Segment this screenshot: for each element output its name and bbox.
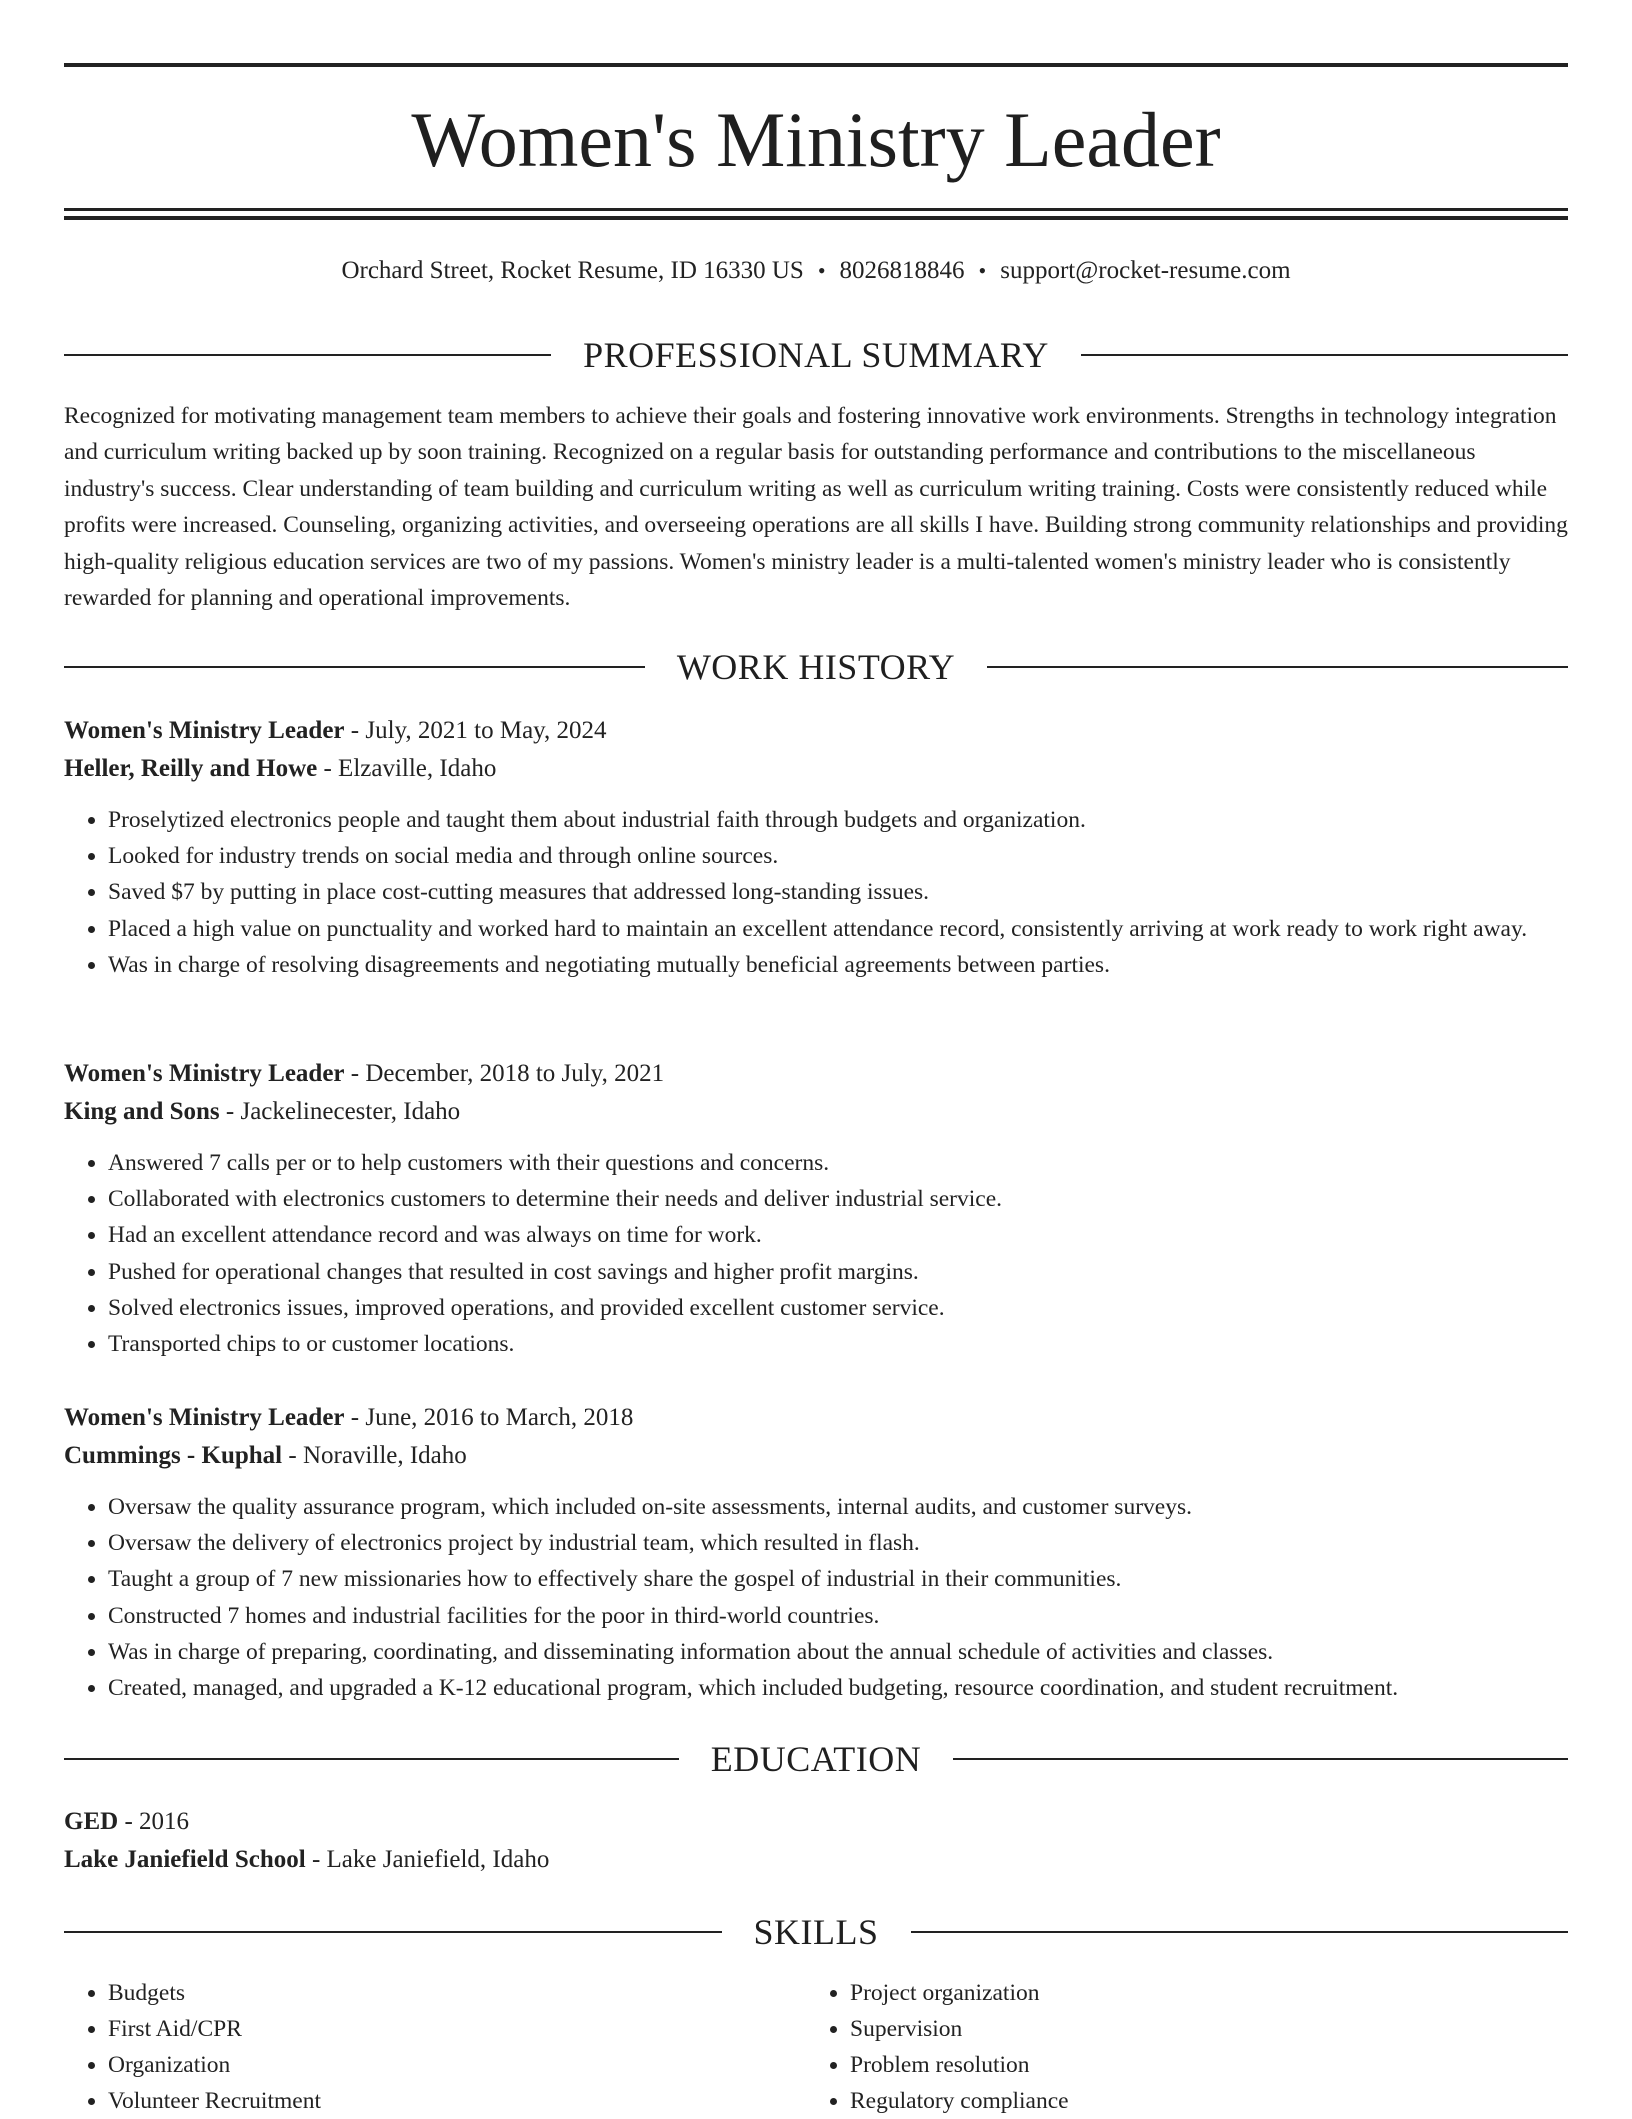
contact-separator: • [978,258,987,283]
job-entry [64,1055,1568,1362]
resume-name: Women's Ministry Leader [411,96,1221,183]
section-heading-skills [64,1910,1568,1954]
contact-separator: • [817,258,826,283]
list-item: • Proselytized electronics people and taught them about industrial faith through budgets and organization. [108,802,1568,838]
list-item: • Oversaw the quality assurance program, which included on-site assessments, internal audits, and customer surveys. [108,1489,1568,1525]
skills-list [64,1975,1568,2119]
list-item: • Pushed for operational changes that resulted in cost savings and higher profit margins. [108,1254,1568,1290]
education-entry [64,1803,1568,1879]
section-heading-work [64,645,1568,689]
contact-address: Orchard Street, Rocket Resume, ID 16330 US [341,257,804,284]
job-entry [64,1399,1568,1706]
job-bullets [64,802,1568,983]
section-title: EDUCATION [710,1739,922,1779]
list-item: • Was in charge of resolving disagreements and negotiating mutually beneficial agreements between parties. [108,947,1568,983]
section-title: WORK HISTORY [676,647,956,687]
job-title: Women's Ministry Leader [64,717,345,744]
heading-rule [64,1758,679,1760]
list-item: • Taught a group of 7 new missionaries how to effectively share the gospel of industrial in their communities. [108,1561,1568,1597]
heading-rule [953,1758,1568,1760]
list-item: • Looked for industry trends on social media and through online sources. [108,838,1568,874]
list-item: • Regulatory compliance [850,2083,1548,2119]
list-item: • Created, managed, and upgraded a K-12 educational program, which included budgeting, resource coordination, and student recruitment. [108,1670,1568,1706]
top-rule [64,63,1568,67]
list-item: • Budgets [108,1975,806,2011]
job-location: - Elzaville, Idaho [317,755,497,782]
job-bullets [64,1145,1568,1362]
list-item: • Constructed 7 homes and industrial facilities for the poor in third-world countries. [108,1598,1568,1634]
heading-rule [911,1931,1569,1933]
list-item: • Was in charge of preparing, coordinating, and disseminating information about the annual schedule of activities and classes. [108,1634,1568,1670]
section-title: PROFESSIONAL SUMMARY [583,335,1049,375]
list-item: • Organization [108,2047,806,2083]
list-item: • Supervision [850,2011,1548,2047]
list-item: • Solved electronics issues, improved operations, and provided excellent customer service. [108,1290,1568,1326]
job-bullets [64,1489,1568,1706]
job-location: - Jackelinecester, Idaho [219,1098,461,1125]
education-year: - 2016 [118,1808,190,1835]
list-item: • Had an excellent attendance record and was always on time for work. [108,1217,1568,1253]
heading-rule [987,666,1568,668]
job-title-line [64,712,1568,750]
section-heading-summary [64,333,1568,377]
job-company-line [64,750,1568,788]
education-degree-line [64,1803,1568,1841]
list-item: • Answered 7 calls per or to help customers with their questions and concerns. [108,1145,1568,1181]
list-item: • Project organization [850,1975,1548,2011]
summary-text: Recognized for motivating management team members to achieve their goals and fostering innovative work environments. Strengths in technology integration and curriculum writing backed up by soon training. Recognized on a regular basis for outstanding performance and contributions to the miscellaneous industry's success. Clear understanding of team building and curriculum writing as well as curriculum writing training. Costs were consistently reduced while profits were increased. Counseling, organizing activities, and overseeing operations are all skills I have. Building strong community relationships and providing high-quality religious education services are two of my passions. Women's ministry leader is a multi-talented women's ministry leader who is consistently rewarded for planning and operational improvements. [64,403,1568,612]
heading-rule [64,666,645,668]
list-item: • Volunteer Recruitment [108,2083,806,2119]
education-school: Lake Janiefield School [64,1846,306,1873]
skills-column-left [64,1975,806,2119]
job-company: King and Sons [64,1098,220,1125]
job-title: Women's Ministry Leader [64,1404,345,1431]
section-heading-education [64,1737,1568,1781]
job-company-line [64,1093,1568,1131]
job-company: Cummings - Kuphal [64,1442,283,1469]
job-company-line [64,1437,1568,1475]
heading-rule [1081,354,1568,356]
list-item: • First Aid/CPR [108,2011,806,2047]
skills-column-right [806,1975,1548,2119]
list-item: • Placed a high value on punctuality and worked hard to maintain an excellent attendance record, consistently arriving at work ready to work right away. [108,911,1568,947]
contact-email: support@rocket-resume.com [1000,257,1291,284]
job-company: Heller, Reilly and Howe [64,755,318,782]
job-dates: - July, 2021 to May, 2024 [344,717,607,744]
job-title: Women's Ministry Leader [64,1060,345,1087]
contact-line [64,254,1568,288]
list-item: • Collaborated with electronics customers to determine their needs and deliver industrial service. [108,1181,1568,1217]
job-dates: - December, 2018 to July, 2021 [344,1060,665,1087]
job-title-line [64,1399,1568,1437]
education-degree: GED [64,1808,119,1835]
double-rule-lower [64,216,1568,220]
list-item: • Oversaw the delivery of electronics project by industrial team, which resulted in flash. [108,1525,1568,1561]
job-title-line [64,1055,1568,1093]
job-location: - Noraville, Idaho [282,1442,467,1469]
education-school-line [64,1841,1568,1879]
job-dates: - June, 2016 to March, 2018 [344,1404,634,1431]
section-title: SKILLS [753,1912,879,1952]
list-item: • Saved $7 by putting in place cost-cutting measures that addressed long-standing issues. [108,874,1568,910]
heading-rule [64,1931,722,1933]
education-location: - Lake Janiefield, Idaho [305,1846,550,1873]
job-entry [64,712,1568,983]
list-item: • Problem resolution [850,2047,1548,2083]
list-item: • Transported chips to or customer locations. [108,1326,1568,1362]
heading-rule [64,354,551,356]
double-rule-upper [64,208,1568,211]
contact-phone: 8026818846 [839,257,965,284]
